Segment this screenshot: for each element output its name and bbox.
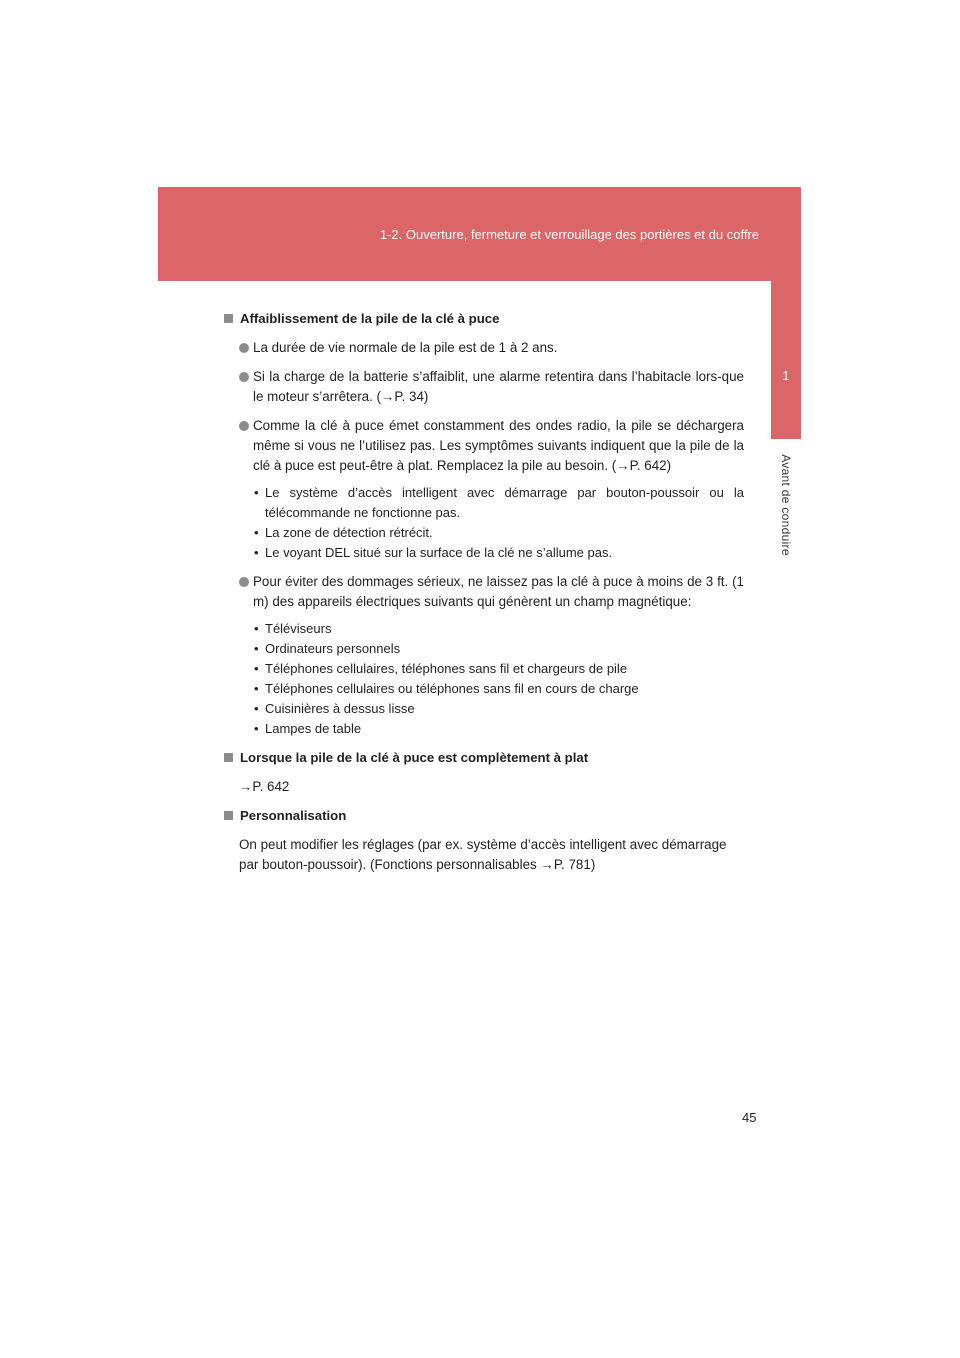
chapter-label: Avant de conduire: [779, 454, 793, 556]
sub-list-item: [224, 699, 744, 719]
sub-list: [224, 483, 744, 563]
dot-marker: •: [254, 701, 259, 716]
dot-marker: •: [254, 621, 259, 636]
square-bullet-icon: [224, 811, 233, 820]
sub-item-text: Cuisinières à dessus lisse: [265, 701, 415, 716]
circle-bullet-icon: [239, 372, 249, 382]
dot-marker: •: [254, 661, 259, 676]
square-bullet-icon: [224, 314, 233, 323]
sub-item-text: Téléphones cellulaires, téléphones sans fil et chargeurs de pile: [265, 661, 628, 676]
section-heading: [224, 309, 744, 329]
sub-item-text: Lampes de table: [265, 721, 362, 736]
chapter-tab: [771, 281, 801, 439]
sub-list-item: [224, 679, 744, 699]
sub-item-text: Le système d’accès intelligent avec démarrage par bouton-poussoir ou la télécommande ne fonctionne pas.: [265, 485, 744, 520]
dot-marker: •: [254, 721, 259, 736]
chapter-header-bar: [158, 187, 801, 281]
sub-list: [224, 619, 744, 739]
sub-list-item: [224, 619, 744, 639]
header-title: 1-2. Ouverture, fermeture et verrouillage des portières et du coffre: [379, 227, 759, 242]
bullet-text: Si la charge de la batterie s’affaiblit, une alarme retentira dans l’habitacle lors-que le moteur s’arrêtera. (→P. 34): [253, 369, 744, 404]
dot-marker: •: [254, 545, 259, 560]
square-bullet-icon: [224, 753, 233, 762]
dot-marker: •: [254, 525, 259, 540]
section-title: Personnalisation: [240, 808, 347, 823]
section-title: Affaiblissement de la pile de la clé à puce: [240, 311, 500, 326]
bullet-text: Pour éviter des dommages sérieux, ne laissez pas la clé à puce à moins de 3 ft. (1 m) des appareils électriques suivants qui génèrent un champ magnétique:: [253, 574, 744, 609]
bullet-text: La durée de vie normale de la pile est de 1 à 2 ans.: [253, 340, 558, 355]
sub-item-text: Ordinateurs personnels: [265, 641, 401, 656]
bullet-text: Comme la clé à puce émet constamment des ondes radio, la pile se déchargera même si vous ne l’utilisez pas. Les symptômes suivants indiquent que la pile de la clé à puce est peut-être à plat. Remplacez la pile au besoin. (→P. 642): [253, 418, 744, 473]
section-heading: [224, 806, 744, 826]
section-heading: [224, 748, 744, 768]
sub-item-text: Le voyant DEL situé sur la surface de la clé ne s’allume pas.: [265, 545, 613, 560]
bullet-item: [224, 367, 744, 407]
circle-bullet-icon: [239, 421, 249, 431]
section-paragraph: On peut modifier les réglages (par ex. système d’accès intelligent avec démarrage par bouton-poussoir). (Fonctions personnalisables →P. 781): [239, 837, 727, 872]
sub-list-item: [224, 523, 744, 543]
sub-item-text: Téléphones cellulaires ou téléphones sans fil en cours de charge: [265, 681, 639, 696]
sub-list-item: [224, 639, 744, 659]
bullet-item: [224, 416, 744, 476]
page-number: 45: [742, 1110, 757, 1125]
circle-bullet-icon: [239, 577, 249, 587]
dot-marker: •: [254, 641, 259, 656]
sub-list-item: [224, 483, 744, 523]
page-content: [224, 309, 744, 884]
bullet-item: [224, 572, 744, 612]
sub-list-item: [224, 659, 744, 679]
circle-bullet-icon: [239, 343, 249, 353]
sub-item-text: Téléviseurs: [265, 621, 332, 636]
dot-marker: •: [254, 485, 259, 500]
bullet-item: [224, 338, 744, 358]
page-reference: →P. 642: [239, 779, 290, 794]
dot-marker: •: [254, 681, 259, 696]
sub-list-item: [224, 719, 744, 739]
chapter-number: 1: [782, 368, 790, 383]
sub-list-item: [224, 543, 744, 563]
section-title: Lorsque la pile de la clé à puce est complètement à plat: [240, 750, 589, 765]
sub-item-text: La zone de détection rétrécit.: [265, 525, 433, 540]
